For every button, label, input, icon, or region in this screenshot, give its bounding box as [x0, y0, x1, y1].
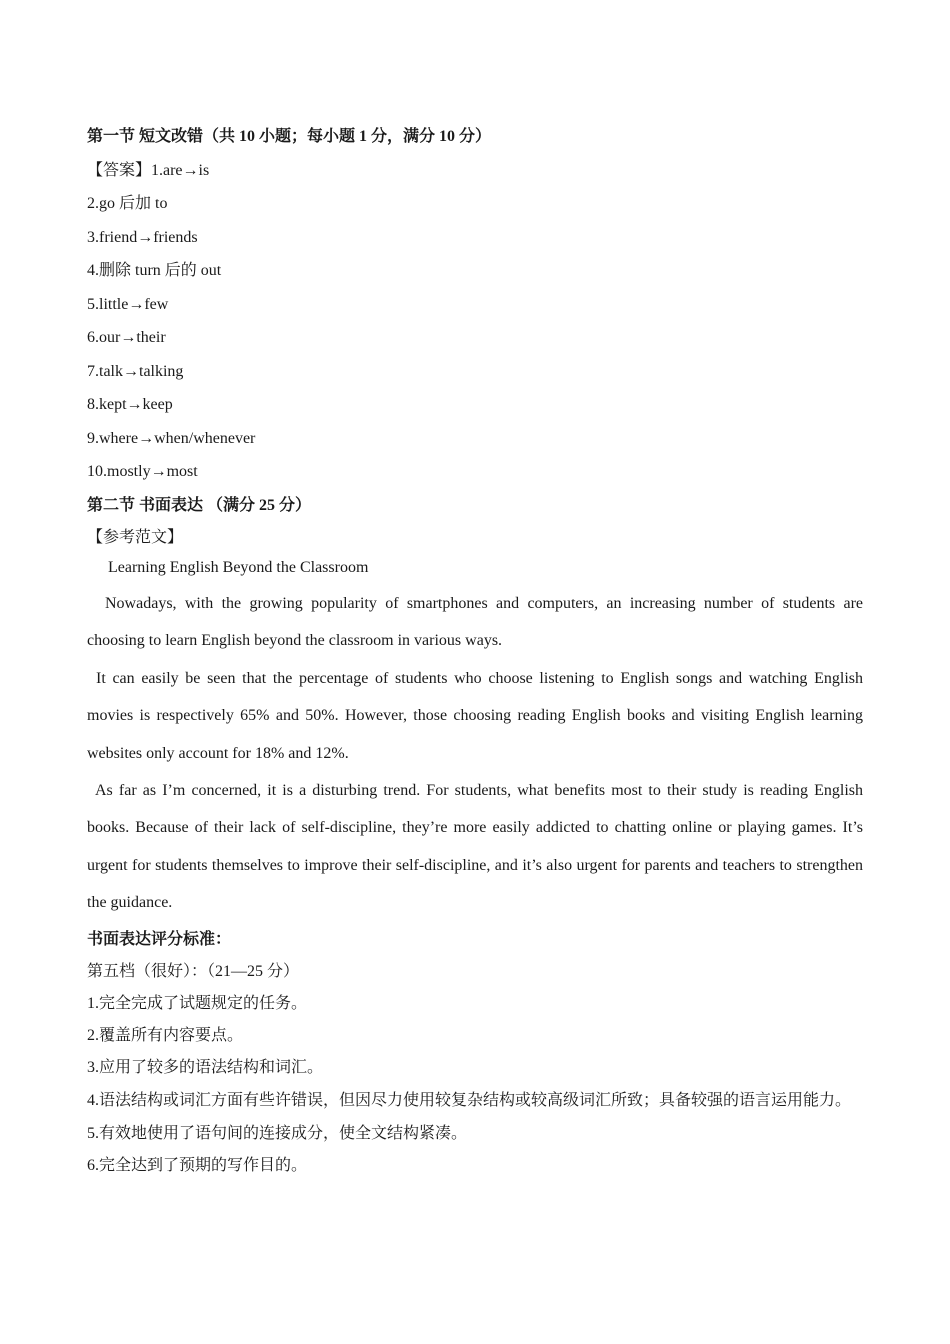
essay-paragraph: As far as I’m concerned, it is a disturbing trend. For students, what benefits most to their study is reading English books. Because of their lack of self-discipline, they’re more easily addicted to chatting online or playing games. It’s urgent for students themselves to improve their self-discipline, and it’s also urgent for parents and teachers to strengthen the guidance. [87, 782, 863, 912]
criteria-item: 3.应用了较多的语法结构和词汇。 [87, 1058, 324, 1076]
criteria-item: 6.完全达到了预期的写作目的。 [87, 1156, 308, 1174]
answer-item: 2.go 后加 to [87, 195, 168, 212]
essay-title: Learning English Beyond the Classroom [108, 559, 369, 576]
answer-item: 4.删除 turn 后的 out [87, 262, 222, 279]
answer-item: 9.where→when/whenever [87, 429, 256, 447]
document-content [87, 120, 863, 1182]
essay-paragraph: Nowadays, with the growing popularity of smartphones and computers, an increasing number of students are choosing to learn English beyond the classroom in various ways. [87, 595, 863, 650]
reference-label: 【参考范文】 [87, 529, 184, 546]
answer-item: 3.friend→friends [87, 228, 198, 246]
criteria-item: 4.语法结构或词汇方面有些许错误，但因尽力使用较复杂结构或较高级词汇所致；具备较强的语言运用能力。 [87, 1091, 852, 1109]
answer-item: 7.talk→talking [87, 362, 184, 380]
criteria-item: 5.有效地使用了语句间的连接成分，使全文结构紧凑。 [87, 1124, 468, 1142]
criteria-item: 2.覆盖所有内容要点。 [87, 1026, 244, 1044]
answer-item: 5.little→few [87, 295, 169, 313]
grading-criteria [87, 988, 863, 1182]
answer-item: 6.our→their [87, 329, 166, 346]
grading-level: 第五档（很好）：（21—25 分） [87, 962, 300, 980]
section1-heading: 第一节 短文改错（共 10 小题；每小题 1 分，满分 10 分） [87, 128, 492, 145]
essay-paragraph: It can easily be seen that the percentage of students who choose listening to English songs and watching English movies is respectively 65% and 50%. However, those choosing reading English books and visiting English learning websites only account for 18% and 12%. [87, 669, 863, 762]
answer-item: 8.kept→keep [87, 396, 173, 413]
grading-heading: 书面表达评分标准： [87, 930, 232, 948]
answer-item: 10.mostly→most [87, 463, 198, 480]
section2-heading: 第二节 书面表达 （满分 25 分） [87, 496, 312, 514]
answer-list [87, 154, 863, 489]
answer-item: 【答案】1.are→is [87, 161, 210, 179]
criteria-item: 1.完全完成了试题规定的任务。 [87, 994, 308, 1012]
